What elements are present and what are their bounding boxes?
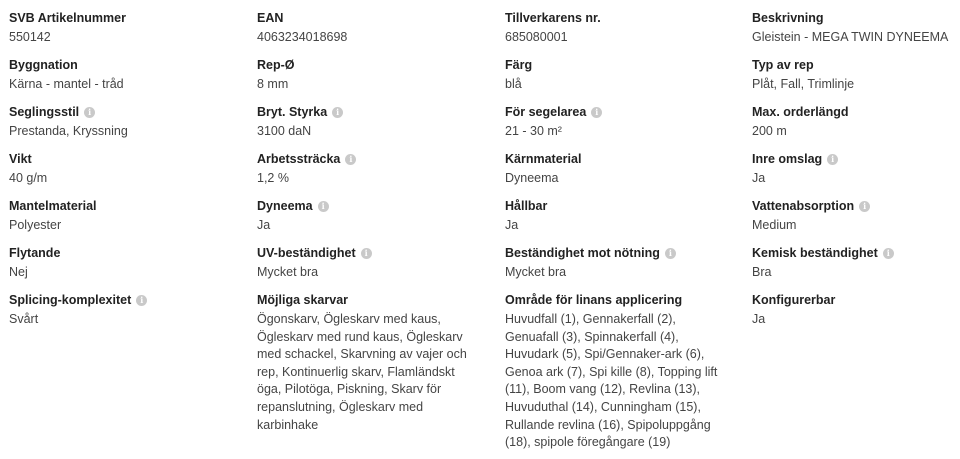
spec-omrade-for-linans-applicering	[505, 292, 735, 452]
spec-typ-av-rep	[752, 57, 960, 94]
spec-konfigurerbar	[752, 292, 960, 329]
spec-bestandighet-mot-notning	[505, 245, 735, 282]
spec-beskrivning	[752, 10, 960, 47]
info-icon[interactable]: i	[318, 201, 329, 212]
spec-label: Färg	[505, 58, 533, 72]
spec-vattenabsorption	[752, 198, 960, 235]
spec-value: 685080001	[505, 30, 568, 44]
spec-label: Typ av rep	[752, 58, 814, 72]
spec-label: Vikt	[9, 152, 32, 166]
spec-label: Byggnation	[9, 58, 78, 72]
spec-arbetsstracka	[257, 151, 487, 188]
spec-value: Nej	[9, 265, 28, 279]
spec-hallbar	[505, 198, 735, 235]
spec-value: Plåt, Fall, Trimlinje	[752, 77, 855, 91]
spec-value: Gleistein - MEGA TWIN DYNEEMA	[752, 30, 949, 44]
spec-kemisk-bestandighet	[752, 245, 960, 282]
spec-value: 3100 daN	[257, 124, 312, 138]
info-icon[interactable]: i	[361, 248, 372, 259]
spec-label: Vattenabsorption	[752, 199, 855, 213]
spec-label: För segelarea	[505, 105, 587, 119]
spec-label: EAN	[257, 11, 284, 25]
spec-value: Kärna - mantel - tråd	[9, 77, 124, 91]
spec-mojliga-skarvar	[257, 292, 487, 434]
spec-label: Tillverkarens nr.	[505, 11, 601, 25]
spec-value: Ögonskarv, Ögleskarv med kaus, Ögleskarv med rund kaus, Ögleskarv med schackel, Skarvning av vajer och rep, Kontinuerlig skarv, Flamländskt öga, Pilotöga, Piskning, Skarv för repanslutning, Ögleskarv med karbinhake	[257, 312, 467, 432]
spec-label: Konfigurerbar	[752, 293, 836, 307]
spec-label: Splicing-komplexitet	[9, 293, 132, 307]
spec-max-orderlangd	[752, 104, 960, 141]
info-icon[interactable]: i	[591, 107, 602, 118]
info-icon[interactable]: i	[136, 295, 147, 306]
spec-value: 40 g/m	[9, 171, 48, 185]
spec-value: Mycket bra	[257, 265, 319, 279]
spec-label: Max. orderlängd	[752, 105, 849, 119]
spec-value: 550142	[9, 30, 51, 44]
spec-label: Område för linans applicering	[505, 293, 683, 307]
spec-tillverkarens-nr	[505, 10, 735, 47]
spec-value: 8 mm	[257, 77, 289, 91]
info-icon[interactable]: i	[827, 154, 838, 165]
spec-value: 1,2 %	[257, 171, 289, 185]
spec-splicing-komplexitet	[9, 292, 239, 329]
spec-label: Bryt. Styrka	[257, 105, 328, 119]
spec-label: Möjliga skarvar	[257, 293, 349, 307]
spec-byggnation	[9, 57, 239, 94]
info-icon[interactable]: i	[665, 248, 676, 259]
spec-label: Inre omslag	[752, 152, 823, 166]
spec-value: Svårt	[9, 312, 39, 326]
spec-label: Mantelmaterial	[9, 199, 97, 213]
info-icon[interactable]: i	[84, 107, 95, 118]
spec-value: Ja	[505, 218, 519, 232]
spec-dyneema	[257, 198, 487, 235]
spec-label: Kemisk beständighet	[752, 246, 878, 260]
spec-label: Beskrivning	[752, 11, 824, 25]
spec-value: blå	[505, 77, 522, 91]
spec-value: Huvudfall (1), Gennakerfall (2), Genuafall (3), Spinnakerfall (4), Huvudark (5), Spi/Gennaker-ark (6), Genoa ark (7), Spi kille (8), Topping lift (11), Boom vang (12), Revlina (13), Huvuduthal (14), Cunningham (15), Rullande revlina (16), Spipoluppgång (18), spipole föregångare (19)	[505, 312, 718, 450]
spec-karnmaterial	[505, 151, 735, 188]
spec-mantelmaterial	[9, 198, 239, 235]
spec-svb-artikelnummer	[9, 10, 239, 47]
spec-value: 4063234018698	[257, 30, 348, 44]
info-icon[interactable]: i	[332, 107, 343, 118]
spec-value: Ja	[752, 171, 766, 185]
info-icon[interactable]: i	[883, 248, 894, 259]
spec-label: Flytande	[9, 246, 61, 260]
spec-flytande	[9, 245, 239, 282]
spec-label: UV-beständighet	[257, 246, 356, 260]
spec-value: Ja	[752, 312, 766, 326]
spec-label: Rep-Ø	[257, 58, 295, 72]
spec-value: Bra	[752, 265, 772, 279]
spec-uv-bestandighet	[257, 245, 487, 282]
info-icon[interactable]: i	[345, 154, 356, 165]
info-icon[interactable]: i	[859, 201, 870, 212]
spec-vikt	[9, 151, 239, 188]
spec-value: 200 m	[752, 124, 787, 138]
spec-label: Dyneema	[257, 199, 313, 213]
spec-label: Kärnmaterial	[505, 152, 582, 166]
spec-label: Hållbar	[505, 199, 548, 213]
spec-label: Beständighet mot nötning	[505, 246, 660, 260]
spec-rep-diameter	[257, 57, 487, 94]
spec-value: Medium	[752, 218, 797, 232]
spec-farg	[505, 57, 735, 94]
spec-bryt-styrka	[257, 104, 487, 141]
spec-value: Dyneema	[505, 171, 559, 185]
spec-value: Polyester	[9, 218, 62, 232]
spec-value: Prestanda, Kryssning	[9, 124, 128, 138]
spec-value: Mycket bra	[505, 265, 567, 279]
spec-for-segelarea	[505, 104, 735, 141]
spec-inre-omslag	[752, 151, 960, 188]
spec-value: Ja	[257, 218, 271, 232]
spec-label: Seglingsstil	[9, 105, 80, 119]
spec-seglingsstil	[9, 104, 239, 141]
spec-ean	[257, 10, 487, 47]
spec-label: SVB Artikelnummer	[9, 11, 126, 25]
spec-value: 21 - 30 m²	[505, 124, 562, 138]
spec-label: Arbetssträcka	[257, 152, 341, 166]
